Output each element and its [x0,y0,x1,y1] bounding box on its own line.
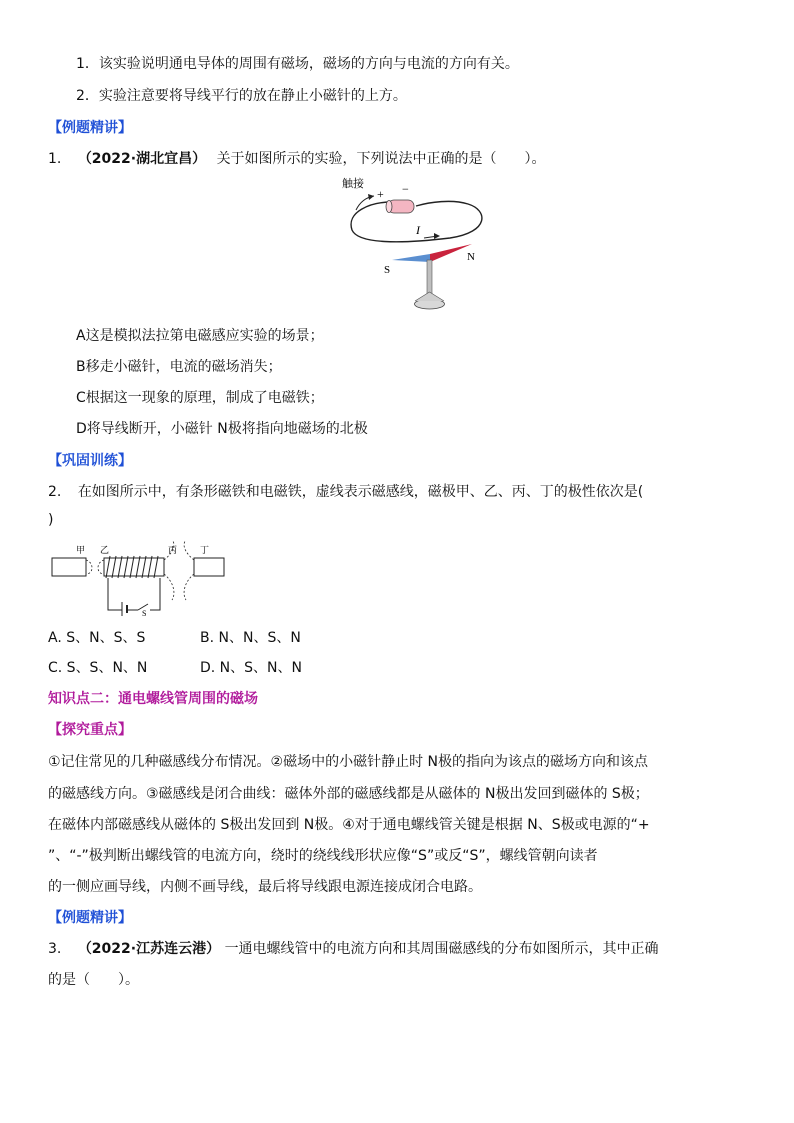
compass-stand-icon [415,260,445,309]
note-1: 1．该实验说明通电导体的周围有磁场，磁场的方向与电流的方向有关。 [76,56,519,72]
needle-north-icon [430,244,472,262]
battery-icon [386,200,414,213]
label-jia: 甲 [76,545,86,555]
bar-magnet-left [52,558,86,576]
question-stem: 在如图所示中，有条形磁铁和电磁铁，虚线表示磁感线，磁极甲、乙、丙、丁的极性依次是( [77,484,644,500]
question-3-stem-end: 的是（ ）。 [48,972,139,988]
question-number: 1. [48,151,62,167]
bar-magnet-right [194,558,224,576]
figure-label-plus: + [377,187,384,201]
option-a: A这是模拟法拉第电磁感应实验的场景； [76,328,324,344]
option-c: C根据这一现象的原理，制成了电磁铁； [76,390,324,406]
option-c: C. S、S、N、N [48,660,148,676]
needle-south-icon [392,254,430,262]
question-stem: 一通电螺线管中的电流方向和其周围磁感线的分布如图所示，其中正确 [224,941,659,957]
figure-label-current: I [416,223,420,237]
electromagnet-figure [48,538,228,618]
section-heading-practice: 【巩固训练】 [48,453,132,469]
figure-label-touch: 触接 [342,178,364,190]
figure-label-s: S [384,264,391,276]
label-bing: 丙 [168,545,178,555]
oersted-figure [340,172,500,317]
question-source: （2022·江苏连云港） [77,941,221,957]
question-3 [48,939,659,959]
label-switch-s: S [142,609,147,618]
current-arrowhead-icon [434,233,440,239]
section-heading-explore: 【探究重点】 [48,722,132,738]
question-2-stem-end: ) [48,512,54,528]
question-number: 2. [48,484,62,500]
note-2: 2．实验注意要将导线平行的放在静止小磁针的上方。 [76,88,407,104]
circuit-wire-right [150,578,160,610]
label-ding: 丁 [200,545,210,555]
option-b: B移走小磁针，电流的磁场消失； [76,359,282,375]
explore-line-3: 在磁体内部磁感线从磁体的 S极出发回到 N极。④对于通电螺线管关键是根据 N、S极或电源的“+ [48,817,650,833]
section-heading-example: 【例题精讲】 [48,120,132,136]
question-2 [48,482,643,502]
option-a: A. S、N、S、S [48,630,146,646]
circuit-wire-left [108,578,122,610]
touch-arrowhead-icon [368,194,374,200]
question-stem: 关于如图所示的实验，下列说法中正确的是（ ）。 [216,151,546,167]
option-b: B. N、N、S、N [200,630,301,646]
explore-line-1: ①记住常见的几种磁感线分布情况。②磁场中的小磁针静止时 N极的指向为该点的磁场方向和该点 [48,754,649,770]
option-d: D. N、S、N、N [200,660,302,676]
question-1 [48,149,546,169]
label-yi: 乙 [100,545,110,555]
question-source: （2022·湖北宜昌） [77,151,207,167]
section-heading-example-2: 【例题精讲】 [48,910,132,926]
explore-line-5: 的一侧应画导线，内侧不画导线，最后将导线跟电源连接成闭合电路。 [48,879,482,895]
explore-line-2: 的磁感线方向。③磁感线是闭合曲线：磁体外部的磁感线都是从磁体的 N极出发回到磁体的 S极； [48,786,649,802]
figure-label-minus: − [402,182,409,196]
figure-label-n: N [467,251,475,263]
explore-line-4: ”、“-”极判断出螺线管的电流方向，绕时的绕线线形状应像“S”或反“S”，螺线管朝向读者 [48,848,598,864]
question-number: 3. [48,941,62,957]
knowledge-point-heading: 知识点二：通电螺线管周围的磁场 [48,691,258,707]
option-d: D将导线断开，小磁针 N极将指向地磁场的北极 [76,421,368,437]
